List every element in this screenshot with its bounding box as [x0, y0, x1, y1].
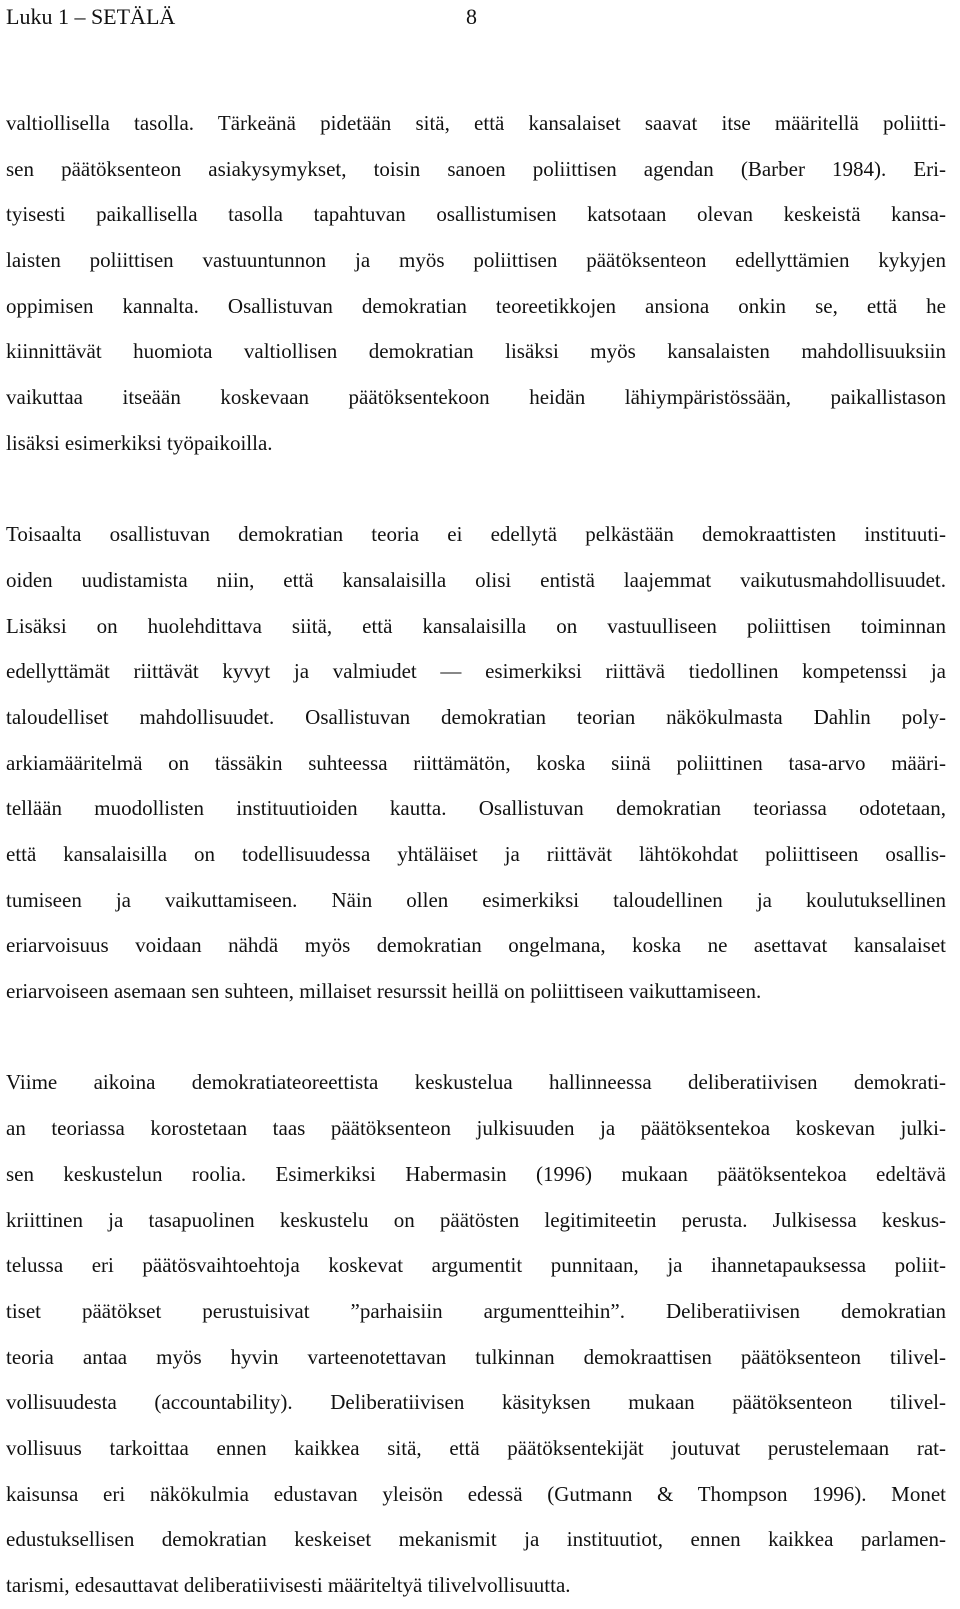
text-line: kiinnittävät huomiota valtiollisen demokratian lisäksi myös kansalaisten mahdollisuuksiin: [6, 339, 946, 364]
text-line: oiden uudistamista niin, että kansalaisilla olisi entistä laajemmat vaikutusmahdollisuudet.: [6, 567, 946, 592]
chapter-title: Luku 1 – SETÄLÄ: [6, 4, 176, 29]
text-line: tumiseen ja vaikuttamiseen. Näin ollen esimerkiksi taloudellinen ja koulutuksellinen: [6, 887, 946, 912]
text-line: tarismi, edesauttavat deliberatiivisesti määriteltyä tilivelvollisuutta.: [6, 1573, 571, 1597]
text-line: an teoriassa korostetaan taas päätöksenteon julkisuuden ja päätöksentekoa koskevan julki-: [6, 1116, 946, 1141]
paragraph-spacer: [6, 467, 946, 513]
text-line: kriittinen ja tasapuolinen keskustelu on päätösten legitimiteetin perusta. Julkisessa keskus-: [6, 1207, 946, 1232]
text-line: vollisuus tarkoittaa ennen kaikkea sitä, että päätöksentekijät joutuvat perustelemaan rat-: [6, 1435, 946, 1460]
text-line: eriarvoiseen asemaan sen suhteen, millaiset resurssit heillä on poliittiseen vaikuttamiseen.: [6, 979, 762, 1004]
text-line: lisäksi esimerkiksi työpaikoilla.: [6, 430, 273, 455]
text-line: teoria antaa myös hyvin varteenotettavan tulkinnan demokraattisen päätöksenteon tilivel-: [6, 1344, 946, 1369]
text-line: edustuksellisen demokratian keskeiset mekanismit ja instituutiot, ennen kaikkea parlamen-: [6, 1527, 946, 1552]
text-line: oppimisen kannalta. Osallistuvan demokratian teoreetikkojen ansiona onkin se, että he: [6, 293, 946, 318]
paragraph-spacer: [6, 1015, 946, 1061]
text-line: arkiamääritelmä on tässäkin suhteessa riittämätön, koska siinä poliittinen tasa-arvo määri-: [6, 750, 946, 775]
text-line: Toisaalta osallistuvan demokratian teoria ei edellytä pelkästään demokraattisten instituuti-: [6, 522, 946, 547]
text-line: Viime aikoina demokratiateoreettista keskustelua hallinneessa deliberatiivisen demokrati-: [6, 1070, 946, 1095]
text-line: tiset päätökset perustuisivat ”parhaisiin argumentteihin”. Deliberatiivisen demokratian: [6, 1298, 946, 1323]
text-line: sen päätöksenteon asiakysymykset, toisin sanoen poliittisen agendan (Barber 1984). Eri-: [6, 156, 946, 181]
text-line: telussa eri päätösvaihtoehtoja koskevat argumentit punnitaan, ja ihannetapauksessa poliit-: [6, 1253, 946, 1278]
text-line: kaisunsa eri näkökulmia edustavan yleisön edessä (Gutmann & Thompson 1996). Monet: [6, 1481, 946, 1506]
page-number: 8: [466, 4, 477, 29]
text-line: eriarvoisuus voidaan nähdä myös demokratian ongelmana, koska ne asettavat kansalaiset: [6, 933, 946, 958]
text-line: edellyttämät riittävät kyvyt ja valmiudet — esimerkiksi riittävä tiedollinen kompetenssi ja: [6, 659, 946, 684]
text-line: sen keskustelun roolia. Esimerkiksi Habermasin (1996) mukaan päätöksentekoa edeltävä: [6, 1161, 946, 1186]
text-line: vaikuttaa itseään koskevaan päätöksentekoon heidän lähiympäristössään, paikallistason: [6, 385, 946, 410]
text-line: Lisäksi on huolehdittava siitä, että kansalaisilla on vastuulliseen poliittisen toiminnan: [6, 613, 946, 638]
text-line: laisten poliittisen vastuuntunnon ja myös poliittisen päätöksenteon edellyttämien kykyjen: [6, 248, 946, 273]
text-line: taloudelliset mahdollisuudet. Osallistuvan demokratian teorian näkökulmasta Dahlin poly-: [6, 704, 946, 729]
text-line: että kansalaisilla on todellisuudessa yhtäläiset ja riittävät lähtökohdat poliittiseen osallis-: [6, 842, 946, 866]
paragraph-1: [6, 101, 946, 467]
text-line: vollisuudesta (accountability). Deliberatiivisen käsityksen mukaan päätöksenteon tilivel-: [6, 1390, 946, 1415]
text-line: tellään muodollisten instituutioiden kautta. Osallistuvan demokratian teoriassa odotetaan,: [6, 796, 946, 821]
body-text: [6, 101, 946, 1609]
running-header: [0, 2, 960, 32]
text-line: tyisesti paikallisella tasolla tapahtuvan osallistumisen katsotaan olevan keskeistä kansa-: [6, 202, 946, 227]
paragraph-3: [6, 1060, 946, 1608]
text-line: valtiollisella tasolla. Tärkeänä pidetään sitä, että kansalaiset saavat itse määritellä poliitti-: [6, 111, 946, 135]
paragraph-2: [6, 512, 946, 1015]
